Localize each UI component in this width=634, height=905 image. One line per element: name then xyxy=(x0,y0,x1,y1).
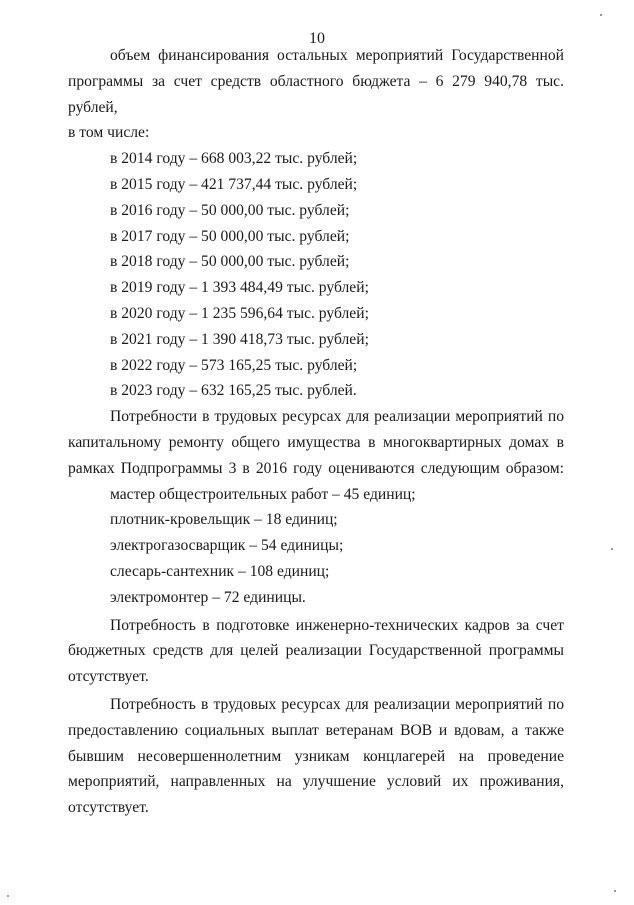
paragraph-line: рамках Подпрограммы 3 в 2016 году оцениваются следующим образом: xyxy=(68,459,564,477)
paragraph-line: предоставлению социальных выплат ветеранам ВОВ и вдовам, а также xyxy=(68,721,564,739)
labor-needs-paragraph xyxy=(68,404,564,481)
list-item: слесарь-сантехник – 108 единиц; xyxy=(110,562,330,580)
scan-speck xyxy=(614,890,616,892)
document-body xyxy=(68,43,564,821)
paragraph-line: Потребности в трудовых ресурсах для реализации мероприятий по xyxy=(110,408,564,426)
scan-speck xyxy=(600,14,602,16)
scan-speck xyxy=(7,895,9,897)
list-item: в 2021 году – 1 390 418,73 тыс. рублей; xyxy=(110,330,369,348)
paragraph-line: бывшим несовершеннолетним узникам концлагерей на проведение xyxy=(68,747,564,765)
list-item: в 2019 году – 1 393 484,49 тыс. рублей; xyxy=(110,279,369,297)
paragraph-line: отсутствует. xyxy=(68,799,149,817)
list-item: в 2022 году – 573 165,25 тыс. рублей; xyxy=(110,356,358,374)
list-item: электромонтер – 72 единицы. xyxy=(110,588,306,606)
paragraph-line: Потребность в подготовке инженерно-технических кадров за счет xyxy=(110,616,564,634)
financing-paragraph xyxy=(68,43,564,146)
list-item: плотник-кровельщик – 18 единиц; xyxy=(110,511,338,529)
list-item: в 2014 году – 668 003,22 тыс. рублей; xyxy=(110,150,358,168)
workers-list xyxy=(68,482,564,611)
paragraph-line: бюджетных средств для целей реализации Государственной программы xyxy=(68,642,564,660)
paragraph-line: Потребность в трудовых ресурсах для реализации мероприятий по xyxy=(110,695,564,713)
list-item: мастер общестроительных работ – 45 единиц; xyxy=(110,485,416,503)
paragraph-line: отсутствует. xyxy=(68,668,149,686)
list-item: в 2018 году – 50 000,00 тыс. рублей; xyxy=(110,253,350,271)
training-paragraph xyxy=(68,613,564,690)
yearly-financing-list xyxy=(68,146,564,404)
paragraph-line: мероприятий, направленных на улучшение условий их проживания, xyxy=(68,773,564,791)
list-item: в 2016 году – 50 000,00 тыс. рублей; xyxy=(110,201,350,219)
list-item: электрогазосварщик – 54 единицы; xyxy=(110,537,344,555)
list-item: в 2015 году – 421 737,44 тыс. рублей; xyxy=(110,175,358,193)
veterans-paragraph xyxy=(68,692,564,821)
list-item: в 2023 году – 632 165,25 тыс. рублей. xyxy=(110,382,357,400)
paragraph-line: в том числе: xyxy=(68,124,150,142)
page-number: 10 xyxy=(309,30,325,47)
paragraph-line: капитальному ремонту общего имущества в многоквартирных домах в xyxy=(68,433,564,451)
scan-speck xyxy=(611,548,613,550)
paragraph-line: объем финансирования остальных мероприятий Государственной xyxy=(110,47,564,64)
paragraph-line: программы за счет средств областного бюджета – 6 279 940,78 тыс. рублей, xyxy=(68,72,564,116)
list-item: в 2020 году – 1 235 596,64 тыс. рублей; xyxy=(110,304,369,322)
list-item: в 2017 году – 50 000,00 тыс. рублей; xyxy=(110,227,350,245)
